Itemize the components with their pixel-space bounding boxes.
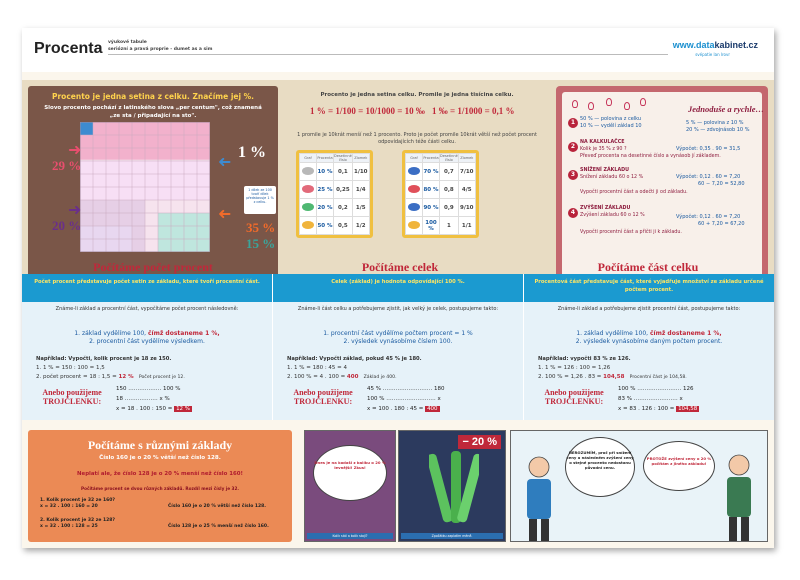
tip1-line-a: 50 % — polovina z celku [580,116,642,122]
tip2-line-c: Převeď procenta na desetinné číslo a vynásob jí základem. [580,154,721,159]
section-title-whole: Počítáme celek [361,260,439,274]
col3-definition: Procentová část představuje část, které vyjadřuje množství ze základu určené počtem procent. [524,274,774,302]
tip4-line-d: Vypočti procentní část a přičti ji k základu. [580,230,682,235]
comic-panel-2 [398,430,506,542]
table-header: Graf [406,154,423,163]
tip4-line-c: 60 + 7,20 = 67,20 [698,221,745,227]
percent-definition-text: Slovo procento pochází z latinského slova „per centum", což znamená „ze sta / připadající na sto". [44,105,262,119]
col1-rule-of-three: 150 ……………… 100 % 18 ……………… x % x = 18 . 100 : 150 = 12 % [116,386,191,412]
method-column-percent [22,274,272,420]
label-35-percent: 35 % [246,220,276,235]
different-bases-panel [28,430,292,542]
section-title-part: Počítáme část celku [597,260,699,274]
tip2-heading: NA KALKULAČCE [580,140,625,145]
different-bases-warning: Neplatí ale, že číslo 128 je o 20 % menší než číslo 160! [77,471,243,477]
header-rule [108,54,668,55]
student-figure [517,455,561,541]
tip4-line-a: Zvýšení základu 60 o 12 % [580,213,645,218]
col3-rule-of-three-label: Anebo použijeme TROJČLENKU: [544,388,604,406]
question-2-result: Číslo 128 je o 25 % menší než číslo 160. [168,524,269,529]
tip4-heading: ZVÝŠENÍ ZÁKLADU [580,206,631,211]
arrow-icon: ➜ [218,152,232,171]
table-row: 90 % 0,9 9/10 [406,199,476,217]
tip1-line-d: 20 % — zdvojnásob 10 % [686,127,750,133]
worksheet-page [22,28,774,548]
percent-formula: 1 % = 1/100 = 10/1000 = 10 ‰ [310,106,425,116]
col1-definition: Počet procent představuje počet setin ze základu, které tvoří procentní část. [22,274,272,302]
col3-example: Například: vypočti 83 % ze 126. [538,356,631,362]
col2-line-1: 1. 1 % = 180 : 45 = 4 [287,365,348,371]
percent-definition-heading: Procento je jedna setina z celku. Značíme jej %. [51,92,255,101]
pie-icon [302,221,314,229]
arrow-icon: ➜ [68,140,82,159]
label-29-percent: 29 % [52,158,82,173]
page-subtitle-1: výukové tabule [108,40,147,45]
label-1-percent: 1 % [238,144,266,161]
pie-icon [408,221,420,229]
conversion-table-right [402,150,479,238]
col1-rule-of-three-label: Anebo použijeme TROJČLENKU: [42,388,102,406]
promile-formula: 1 ‰ = 1/1000 = 0,1 % [432,106,515,116]
promile-explanation: 1 promile je 10krát menší než 1 procento. Proto je počet promile 10krát větší než počet procent odpovídajících téže části celku. [297,132,537,145]
comic-panel-1 [304,430,396,542]
tip-number-icon: 4 [568,208,578,218]
percent-promile-heading: Procento je jedna setina celku. Promile je jedna tisícina celku. [320,92,514,98]
table-row: 25 % 0,25 1/4 [300,181,370,199]
speech-bubble: Dnes je na kodaši z balíku o 20 % levnější! Zkus! [313,445,387,501]
tip-number-icon: 3 [568,170,578,180]
page-title: Procenta [34,40,103,57]
table-header: Zlomek [458,154,475,163]
col3-known: Známe-li základ a potřebujeme zjistit procentní část, postupujeme takto: [557,306,741,312]
col1-known: Známe-li základ a procentní část, vypočítáme počet procent následovně: [55,306,239,312]
brand-link[interactable]: www.datakabinet.cz [672,40,758,50]
pie-icon [302,203,314,211]
discount-badge: − 20 % [458,435,501,449]
tip-number-icon: 2 [568,142,578,152]
col2-example: Například: Vypočti základ, pokud 45 % je 180. [287,356,422,362]
label-15-percent: 15 % [246,236,276,251]
table-row: 80 % 0,8 4/5 [406,181,476,199]
speech-bubble: NEROZUMÍM, proč při snížení ceny a následném zvýšení ceny o stejné procento nedostanu původní cenu. [565,437,635,497]
tip1-line-c: 5 % — polovina z 10 % [686,120,744,126]
comic-caption: Kolik stál a kolik stojí? [307,533,393,539]
col3-line-1: 1. 1 % = 126 : 100 = 1,26 [538,365,611,371]
different-bases-note: Počítáme procent se dvou různých základů. Rozdíl mezi čísly je 32. [81,486,239,491]
col2-known: Známe-li část celku a potřebujeme zjistit, jak velký je celek, postupujeme takto: [297,306,499,312]
quick-tips-title: Jednoduše a rychle… [688,104,765,114]
pie-icon [302,185,314,193]
lightbulb-icon [606,98,612,106]
page-header [22,28,774,72]
different-bases-statement: Číslo 160 je o 20 % větší než číslo 128. [99,455,221,461]
question-1: 1. Kolik procent je 32 ze 160? x = 32 . 100 : 160 = 20 [40,498,115,509]
label-20-percent: 20 % [52,218,82,233]
table-header: Procenta [317,154,334,163]
tip2-line-a: Kolik je 35 % z 90 ? [580,147,627,152]
conversion-table-left [296,150,373,238]
table-header: Desetinné číslo [440,154,458,162]
pie-icon [408,185,420,193]
col1-example: Například: Vypočti, kolik procent je 18 ze 150. [36,356,172,362]
table-header: Zlomek [352,154,369,163]
col2-line-2: 2. 100 % = 4 . 100 = 400 Základ je 400. [287,374,397,380]
question-1-result: Číslo 160 je o 20 % větší než číslo 128. [168,504,266,509]
method-column-whole [273,274,523,420]
bottles-illustration [429,449,479,529]
col1-steps: 1. základ vydělíme 100, čímž dostaneme 1 %, 2. procentní část vydělíme výsledkem. [74,330,220,345]
pie-icon [408,167,420,175]
section-title-count-percent: Počítáme počet procent [93,260,213,274]
table-row: 100 % 1 1/1 [406,217,476,235]
col1-line-2: 2. počet procent = 18 : 1,5 = 12 % Počet procent je 12. [36,374,185,380]
table-row: 20 % 0,2 1/5 [300,199,370,217]
lightbulb-icon [624,102,630,110]
tip1-line-b: 10 % — vydělí základ 10 [580,123,642,129]
col2-rule-of-three: 45 % ……………………… 180 100 % ……………………… x x = 100 . 180 : 45 = 400 [367,386,445,412]
speech-bubble: PROTOŽE zvýšení ceny o 20 % počítám z jiného základu! [643,441,715,491]
pie-icon [302,167,314,175]
col1-line-1: 1. 1 % = 150 : 100 = 1,5 [36,365,105,371]
pie-icon [408,203,420,211]
table-header: Desetinné číslo [334,154,352,162]
tip3-heading: SNÍŽENÍ ZÁKLADU [580,168,630,173]
col2-rule-of-three-label: Anebo použijeme TROJČLENKU: [293,388,353,406]
hundred-grid [80,122,210,252]
col2-steps: 1. procentní část vydělíme počtem procent = 1 % 2. výsledek vynásobíme číslem 100. [323,330,473,345]
table-row: 10 % 0,1 1/10 [300,163,370,181]
arrow-icon: ➜ [218,204,232,223]
col3-line-2: 2. 100 % = 1,26 . 83 = 104,58 Procentní část je 104,58. [538,374,687,380]
table-header: Graf [300,154,317,163]
col3-rule-of-three: 100 % …………………… 126 83 % …………………… x x = 83 . 126 : 100 = 104,58 [618,386,698,412]
one-percent-callout: 1 dílek ze 100 tvoří dílek představuje 1 % z celku. [244,186,276,214]
different-bases-title: Počítáme s různými základy [87,438,233,452]
tip3-line-b: Výpočet: 0,12 . 60 = 7,20 [676,174,741,180]
lightbulb-icon [588,102,594,110]
tip3-line-a: Snížení základu 60 o 12 % [580,175,644,180]
question-2: 2. Kolik procent je 32 ze 128? x = 32 . 100 : 128 = 25 [40,518,115,529]
table-row: 50 % 0,5 1/2 [300,217,370,235]
tip-number-icon: 1 [568,118,578,128]
tip3-line-c: 60 − 7,20 = 52,80 [698,181,745,187]
teacher-figure [717,453,761,541]
comic-caption: Zpočátku zaplatím méně. [401,533,503,539]
table-row: 70 % 0,7 7/10 [406,163,476,181]
brand-tagline: svépatie lan lrovr [695,52,730,57]
lightbulb-icon [572,100,578,108]
tip2-line-b: Výpočet: 0,35 . 90 = 31,5 [676,146,741,152]
tip4-line-b: Výpočet: 0,12 . 60 = 7,20 [676,214,741,220]
tip3-line-d: Vypočti procentní část a odečti ji od základu. [580,190,688,195]
col3-steps: 1. základ vydělíme 100, čímž dostaneme 1 %, 2. výsledek vynásobíme daným počtem procent. [575,330,723,345]
page-subtitle-2: seriózní a pravá proprie - dumet as a sim [108,47,213,52]
comic-panel-3 [510,430,768,542]
lightbulb-icon [640,98,646,106]
arrow-icon: ➜ [68,200,82,219]
method-column-part [524,274,774,420]
table-header: Procenta [423,154,440,163]
col2-definition: Celek (základ) je hodnota odpovídající 100 %. [273,274,523,302]
